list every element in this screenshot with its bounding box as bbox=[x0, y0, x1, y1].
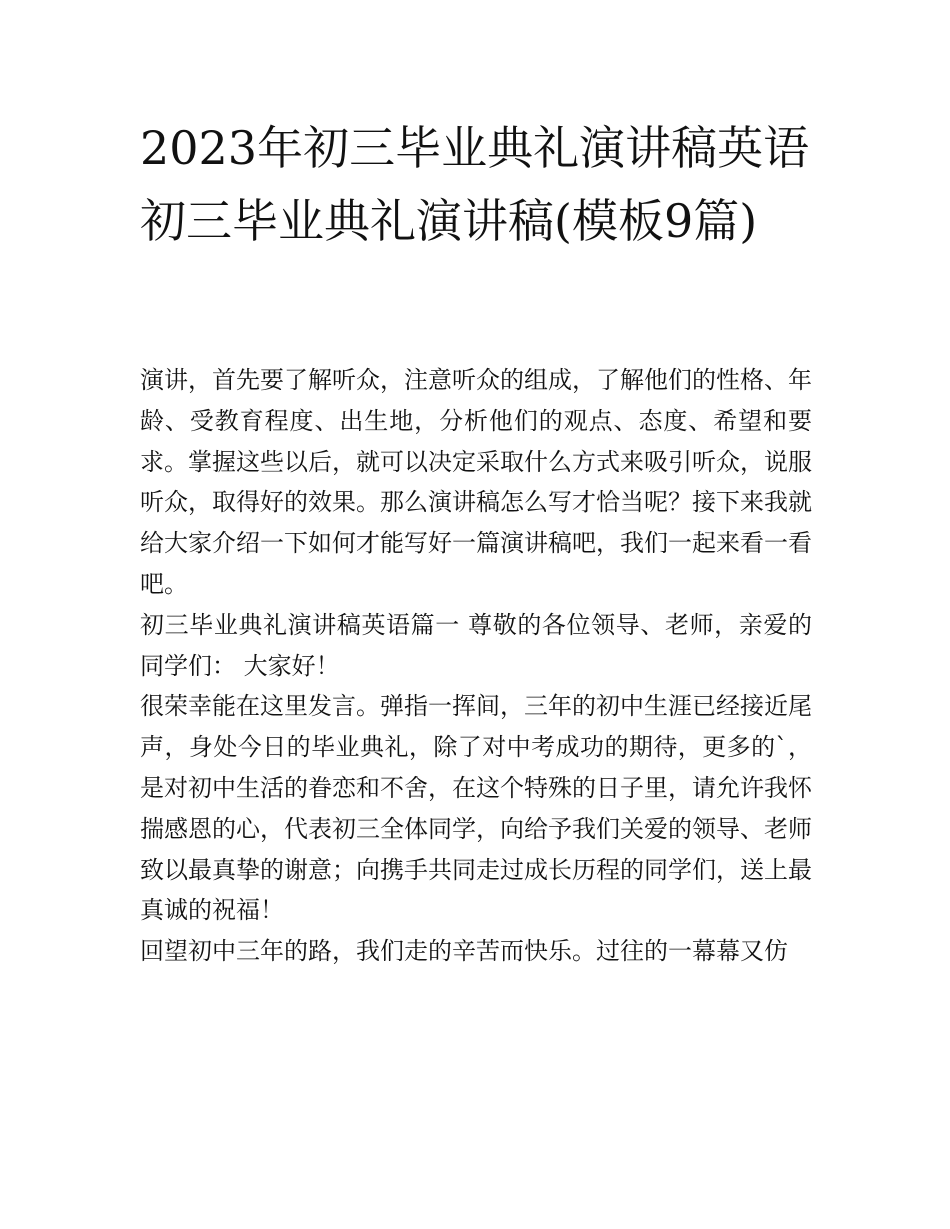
document-body bbox=[140, 360, 812, 972]
paragraph-intro: 演讲，首先要了解听众，注意听众的组成，了解他们的性格、年龄、受教育程度、出生地，分析他们的观点、态度、希望和要求。掌握这些以后，就可以决定采取什么方式来吸引听众，说服听众，取得好的效果。那么演讲稿怎么写才恰当呢？接下来我就给大家介绍一下如何才能写好一篇演讲稿吧，我们一起来看一看吧。 bbox=[140, 366, 812, 598]
paragraph-greeting: 初三毕业典礼演讲稿英语篇一 尊敬的各位领导、老师，亲爱的同学们： 大家好！ bbox=[140, 610, 812, 680]
paragraph-speech-opening: 很荣幸能在这里发言。弹指一挥间，三年的初中生涯已经接近尾声，身处今日的毕业典礼，除了对中考成功的期待，更多的`，是对初中生活的眷恋和不舍，在这个特殊的日子里，请允许我怀揣感恩的心，代表初三全体同学，向给予我们关爱的领导、老师致以最真挚的谢意；向携手共同走过成长历程的同学们，送上最真诚的祝福！ bbox=[140, 692, 812, 925]
paragraph-reflection: 回望初中三年的路，我们走的辛苦而快乐。过往的一幕幕又仿 bbox=[140, 937, 788, 966]
document-title: 2023年初三毕业典礼演讲稿英语 初三毕业典礼演讲稿(模板9篇) bbox=[140, 121, 810, 248]
